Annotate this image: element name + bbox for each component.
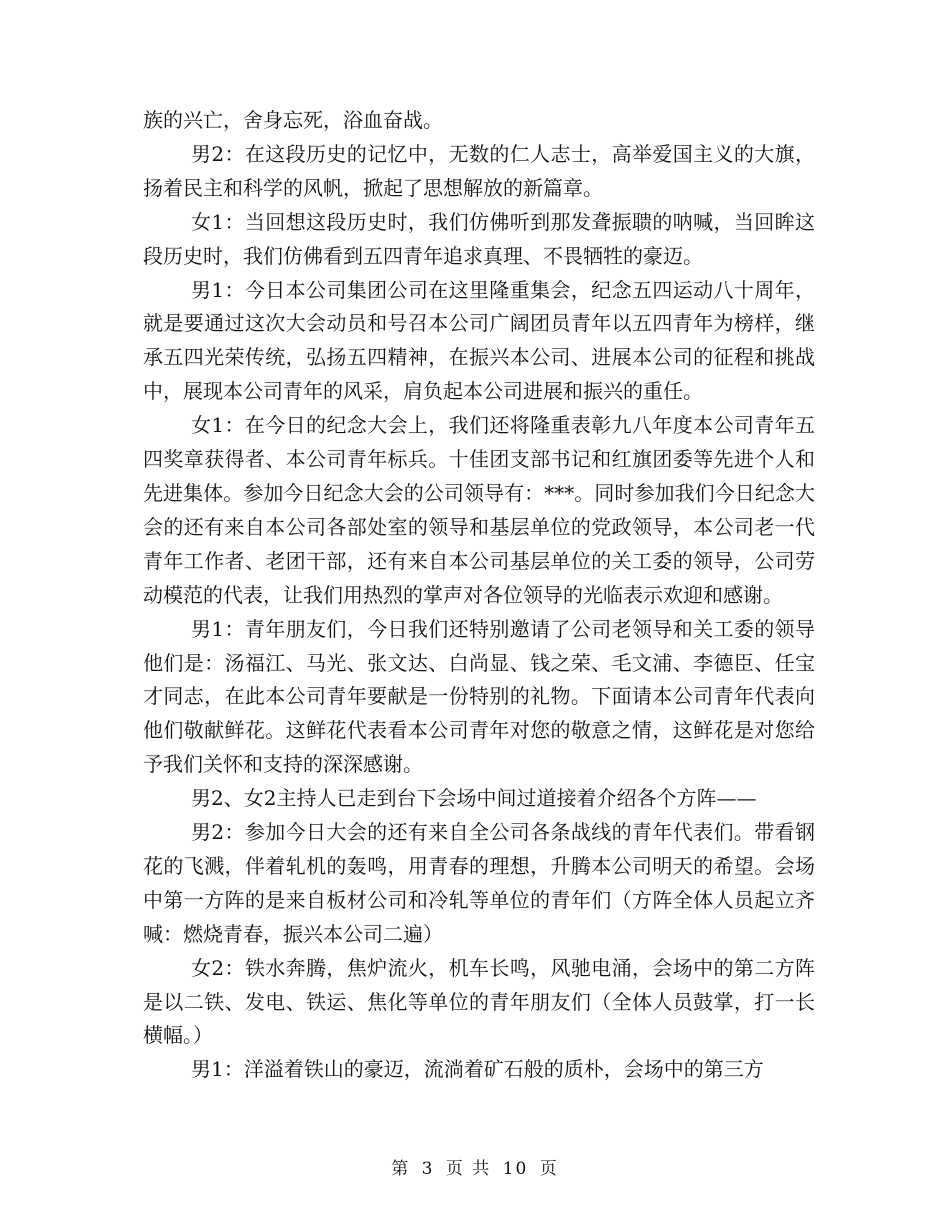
paragraph: 女1：在今日的纪念大会上，我们还将隆重表彰九八年度本公司青年五四奖章获得者、本公司青年标兵。十佳团支部书记和红旗团委等先进个人和先进集体。参加今日纪念大会的公司领导有：***。同时参加我们今日纪念大会的还有来自本公司各部处室的领导和基层单位的党政领导，本公司老一代青年工作者、老团干部，还有来自本公司基层单位的关工委的领导，公司劳动模范的代表，让我们用热烈的掌声对各位领导的光临表示欢迎和感谢。 (143, 413, 815, 607)
footer-prefix: 第 (391, 1159, 411, 1179)
paragraph: 族的兴亡，舍身忘死，浴血奋战。 (143, 108, 443, 132)
paragraph: 男2：参加今日大会的还有来自全公司各条战线的青年代表们。带看钢花的飞溅，伴着轧机的轰鸣，用青春的理想，升腾本公司明天的希望。会场中第一方阵的是来自板材公司和冷轧等单位的青年们（方阵全体人员起立齐喊：燃烧青春，振兴本公司二遍） (143, 820, 815, 946)
document-body (143, 104, 815, 1087)
paragraph: 男2、女2主持人已走到台下会场中间过道接着介绍各个方阵—— (191, 786, 757, 811)
paragraph: 男2：在这段历史的记忆中，无数的仁人志士，高举爱国主义的大旗，扬着民主和科学的风帆，掀起了思想解放的新篇章。 (143, 141, 815, 200)
footer-current-page: 3 (421, 1159, 435, 1179)
paragraph: 男1：今日本公司集团公司在这里隆重集会，纪念五四运动八十周年，就是要通过这次大会动员和号召本公司广阔团员青年以五四青年为榜样，继承五四光荣传统，弘扬五四精神，在振兴本公司、进展本公司的征程和挑战中，展现本公司青年的风采，肩负起本公司进展和振兴的重任。 (143, 277, 815, 404)
page-footer (0, 1154, 950, 1179)
paragraph: 女1：当回想这段历史时，我们仿佛听到那发聋振聩的呐喊，当回眸这段历史时，我们仿佛看到五四青年追求真理、不畏牺牲的豪迈。 (143, 209, 815, 268)
footer-suffix: 页 (539, 1159, 559, 1179)
paragraph: 男1：青年朋友们，今日我们还特别邀请了公司老领导和关工委的领导他们是：汤福江、马光、张文达、白尚显、钱之荣、毛文浦、李德臣、任宝才同志，在此本公司青年要献是一份特别的礼物。下面请本公司青年代表向他们敬献鲜花。这鲜花代表看本公司青年对您的敬意之情，这鲜花是对您给予我们关怀和支持的深深感谢。 (143, 616, 815, 777)
footer-total-pages: 10 (502, 1159, 529, 1179)
paragraph: 女2：铁水奔腾，焦炉流火，机车长鸣，风驰电涌，会场中的第二方阵是以二铁、发电、铁运、焦化等单位的青年朋友们（全体人员鼓掌，打一长横幅。） (143, 955, 815, 1048)
footer-middle: 页 共 (445, 1159, 492, 1179)
paragraph: 男1：洋溢着铁山的豪迈，流淌着矿石般的质朴，会场中的第三方 (191, 1057, 764, 1082)
